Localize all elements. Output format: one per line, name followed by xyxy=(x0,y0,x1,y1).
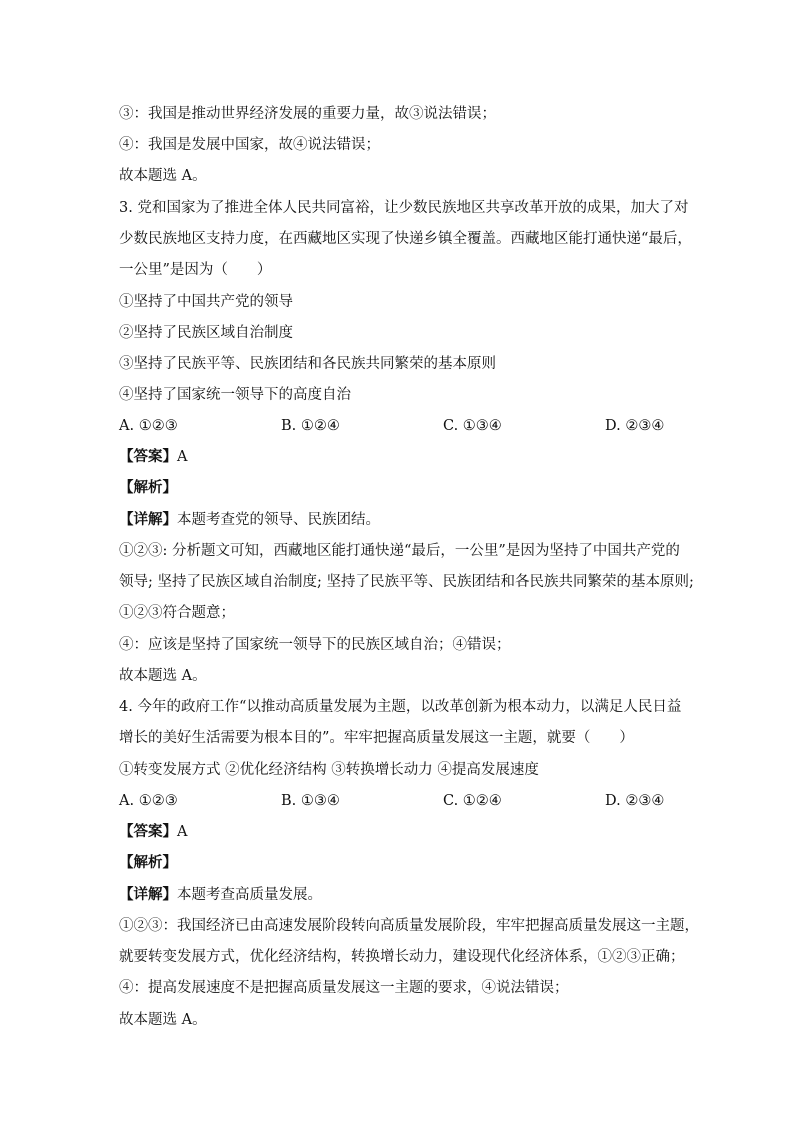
q3-stem-line-3: 一公里”是因为（ ） xyxy=(119,262,272,278)
q3-detail-text: 本题考查党的领导、民族团结。 xyxy=(177,512,380,528)
q3-explain-line-3: ①②③符合题意； xyxy=(119,605,235,621)
q4-analysis-tag: 【解析】 xyxy=(119,854,177,871)
q4-option-a: A. ①②③ xyxy=(119,793,178,809)
q3-option-a: A. ①②③ xyxy=(119,418,178,434)
q3-stem-line-1: 3. 党和国家为了推进全体人民共同富裕，让少数民族地区共享改革开放的成果，加大了对 xyxy=(119,200,689,216)
q3-detail-tag: 【详解】 xyxy=(119,511,177,528)
q2-analysis-line-4: ④：我国是发展中国家，故④说法错误； xyxy=(119,137,380,153)
q3-analysis-tag: 【解析】 xyxy=(119,479,177,496)
q3-answer-value: A xyxy=(177,449,188,465)
q4-answer-tag: 【答案】 xyxy=(119,823,177,840)
q4-answer-value: A xyxy=(177,824,188,840)
q3-detail xyxy=(119,510,380,530)
q4-explain-line-1: ①②③：我国经济已由高速发展阶段转向高质量发展阶段，牢牢把握高质量发展这一主题， xyxy=(119,918,699,934)
q4-stem-line-1: 4. 今年的政府工作“以推动高质量发展为主题，以改革创新为根本动力，以满足人民日益 xyxy=(119,699,682,715)
q3-statement-3: ③坚持了民族平等、民族团结和各民族共同繁荣的基本原则 xyxy=(119,356,496,372)
q4-option-d: D. ②③④ xyxy=(605,793,665,809)
q3-statement-1: ①坚持了中国共产党的领导 xyxy=(119,294,293,310)
q3-conclusion: 故本题选 A。 xyxy=(119,668,207,684)
q2-conclusion: 故本题选 A。 xyxy=(119,168,207,184)
q3-answer-tag: 【答案】 xyxy=(119,448,177,465)
q3-explain-line-1: ①②③: 分析题文可知，西藏地区能打通快递“最后，一公里”是因为坚持了中国共产党的 xyxy=(119,543,680,559)
q4-option-c: C. ①②④ xyxy=(443,793,502,809)
q3-option-d: D. ②③④ xyxy=(605,418,665,434)
q3-stem-line-2: 少数民族地区支持力度，在西藏地区实现了快递乡镇全覆盖。西藏地区能打通快递“最后， xyxy=(119,231,692,247)
q4-detail-tag: 【详解】 xyxy=(119,886,177,903)
q3-statement-4: ④坚持了国家统一领导下的高度自治 xyxy=(119,387,351,403)
q4-statements: ①转变发展方式 ②优化经济结构 ③转换增长动力 ④提高发展速度 xyxy=(119,762,539,778)
q4-option-b: B. ①③④ xyxy=(281,793,340,809)
q3-explain-line-2: 领导; 坚持了民族区域自治制度; 坚持了民族平等、民族团结和各民族共同繁荣的基本原则; xyxy=(119,574,694,590)
q4-answer xyxy=(119,822,187,842)
q4-detail xyxy=(119,885,322,905)
q4-detail-text: 本题考查高质量发展。 xyxy=(177,887,322,903)
q3-answer xyxy=(119,447,187,467)
q3-option-c: C. ①③④ xyxy=(443,418,502,434)
q4-explain-line-2: 就要转变发展方式，优化经济结构，转换增长动力，建设现代化经济体系，①②③正确； xyxy=(119,949,685,965)
q3-explain-line-4: ④：应该是坚持了国家统一领导下的民族区域自治；④错误； xyxy=(119,637,511,653)
q2-analysis-line-3: ③：我国是推动世界经济发展的重要力量，故③说法错误； xyxy=(119,106,496,122)
q4-conclusion: 故本题选 A。 xyxy=(119,1012,207,1028)
q3-statement-2: ②坚持了民族区域自治制度 xyxy=(119,325,293,341)
q4-explain-line-3: ④：提高发展速度不是把握高质量发展这一主题的要求，④说法错误； xyxy=(119,980,569,996)
q4-stem-line-2: 增长的美好生活需要为根本目的”。牢牢把握高质量发展这一主题，就要（ ） xyxy=(119,730,634,746)
q3-option-b: B. ①②④ xyxy=(281,418,340,434)
